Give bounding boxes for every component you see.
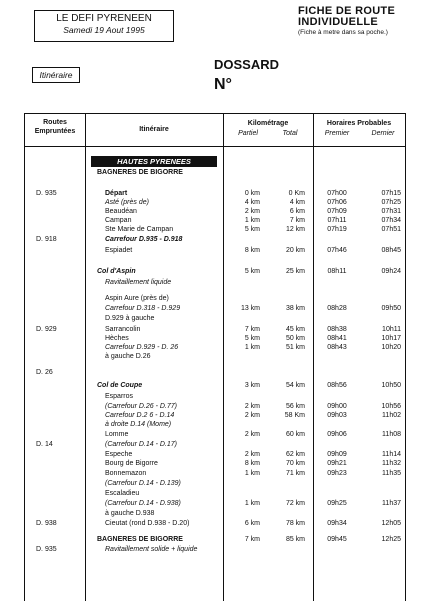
header-partiel: Partiel	[238, 130, 258, 137]
itinerary-cell: Esparros	[105, 393, 134, 400]
itinerary-cell: Ravitaillement liquide	[105, 279, 172, 286]
itinerary-cell: Beaudéan	[105, 208, 137, 215]
partiel-cell: 2 km	[244, 208, 260, 215]
itinerary-cell: BAGNERES DE BIGORRE	[97, 536, 183, 543]
total-cell: 0 Km	[288, 190, 305, 197]
column-divider	[313, 114, 314, 601]
premier-cell: 08h41	[327, 335, 347, 342]
partiel-cell: 1 km	[244, 344, 260, 351]
premier-cell: 07h11	[327, 217, 347, 224]
itinerary-cell: (Carrefour D.26 - D.77)	[105, 403, 177, 410]
premier-cell: 08h28	[327, 305, 347, 312]
premier-cell: 07h19	[327, 226, 347, 233]
premier-cell: 09h34	[327, 520, 347, 527]
premier-cell: 07h46	[327, 247, 347, 254]
dernier-cell: 08h45	[381, 247, 401, 254]
premier-cell: 08h56	[327, 382, 347, 389]
header-dernier: Dernier	[371, 130, 395, 137]
dernier-cell: 07h51	[381, 226, 401, 233]
dernier-cell: 07h25	[381, 199, 401, 206]
event-date: Samedi 19 Aout 1995	[63, 25, 145, 35]
itinerary-cell: Col d'Aspin	[97, 268, 136, 275]
itinerary-cell: BAGNERES DE BIGORRE	[97, 169, 183, 176]
route-cell: D. 935	[36, 546, 57, 553]
partiel-cell: 2 km	[244, 451, 260, 458]
route-cell: D. 938	[36, 520, 57, 527]
itinerary-cell: Carrefour D.318 - D.929	[105, 305, 181, 312]
event-title: LE DEFI PYRENEEN	[56, 13, 152, 24]
premier-cell: 09h45	[327, 536, 347, 543]
premier-cell: 07h00	[327, 190, 347, 197]
total-cell: 70 km	[285, 460, 305, 467]
dernier-cell: 10h56	[381, 403, 401, 410]
dernier-cell: 11h35	[382, 470, 401, 477]
dernier-cell: 07h31	[381, 208, 401, 215]
itinerary-cell: Ravitaillement solide + liquide	[105, 546, 198, 553]
total-cell: 45 km	[285, 326, 305, 333]
itinerary-cell: Espiadet	[105, 247, 133, 254]
partiel-cell: 0 km	[244, 190, 260, 197]
total-cell: 50 km	[285, 335, 305, 342]
partiel-cell: 5 km	[244, 335, 260, 342]
header-total: Total	[282, 130, 298, 137]
itinerary-cell: Carrefour D.935 - D.918	[105, 236, 183, 243]
dernier-cell: 10h50	[381, 382, 401, 389]
total-cell: 51 km	[285, 344, 305, 351]
total-cell: 54 km	[285, 382, 305, 389]
dernier-cell: 09h24	[381, 268, 401, 275]
total-cell: 6 km	[289, 208, 305, 215]
premier-cell: 07h06	[327, 199, 347, 206]
itinerary-cell: Carrefour D.929 - D. 26	[105, 344, 179, 351]
partiel-cell: 13 km	[240, 305, 260, 312]
premier-cell: 09h09	[327, 451, 347, 458]
total-cell: 7 km	[289, 217, 305, 224]
total-cell: 58 Km	[284, 412, 305, 419]
partiel-cell: 2 km	[244, 431, 260, 438]
header-kilometrage: Kilométrage	[247, 120, 289, 127]
itinerary-cell: Carrefour D.2 6 - D.14	[105, 412, 175, 419]
partiel-cell: 7 km	[244, 326, 260, 333]
itinerary-cell: Bonnemazon	[105, 470, 147, 477]
dernier-cell: 12h25	[381, 536, 401, 543]
premier-cell: 08h43	[327, 344, 347, 351]
dernier-cell: 12h05	[381, 520, 401, 527]
fiche-title-line-2: INDIVIDUELLE	[298, 16, 378, 28]
itinerary-cell: Cieutat (rond D.938 - D.20)	[105, 520, 190, 527]
dernier-cell: 07h34	[381, 217, 401, 224]
itinerary-cell: Sarrancolin	[105, 326, 141, 333]
itineraire-label: Itinéraire	[32, 67, 80, 83]
partiel-cell: 4 km	[244, 199, 260, 206]
itinerary-cell: Ste Marie de Campan	[105, 226, 174, 233]
route-cell: D. 929	[36, 326, 57, 333]
itinerary-cell: Campan	[105, 217, 132, 224]
total-cell: 71 km	[285, 470, 305, 477]
column-divider	[85, 114, 86, 601]
premier-cell: 09h21	[327, 460, 347, 467]
partiel-cell: 5 km	[244, 268, 260, 275]
header-routes: Routes Empruntées	[34, 119, 76, 135]
partiel-cell: 8 km	[244, 247, 260, 254]
itinerary-cell: Escaladieu	[105, 490, 140, 497]
premier-cell: 08h38	[327, 326, 347, 333]
section-banner: HAUTES PYRENEES	[91, 156, 217, 167]
header-itineraire: Itinéraire	[139, 126, 169, 133]
premier-cell: 08h11	[327, 268, 347, 275]
total-cell: 25 km	[285, 268, 305, 275]
itinerary-cell: (Carrefour D.14 - D.139)	[105, 480, 181, 487]
dernier-cell: 09h50	[381, 305, 401, 312]
dernier-cell: 11h14	[382, 451, 401, 458]
route-cell: D. 14	[36, 441, 53, 448]
itinerary-cell: Asté (près de)	[105, 199, 149, 206]
dernier-cell: 07h15	[381, 190, 401, 197]
premier-cell: 09h00	[327, 403, 347, 410]
itinerary-cell: à gauche D.938	[105, 510, 155, 517]
fiche-title-line-1: FICHE DE ROUTE	[298, 5, 396, 17]
total-cell: 56 km	[285, 403, 305, 410]
header-premier: Premier	[324, 130, 350, 137]
premier-cell: 09h25	[327, 500, 347, 507]
total-cell: 12 km	[285, 226, 305, 233]
numero-label: N°	[214, 76, 232, 93]
partiel-cell: 1 km	[244, 217, 260, 224]
dernier-cell: 10h17	[381, 335, 401, 342]
dernier-cell: 11h32	[382, 460, 401, 467]
partiel-cell: 8 km	[244, 460, 260, 467]
itinerary-cell: à gauche D.26	[105, 353, 151, 360]
fiche-title-block	[298, 6, 420, 37]
itinerary-cell: à droite D.14 (Mome)	[105, 421, 172, 428]
total-cell: 60 km	[285, 431, 305, 438]
total-cell: 20 km	[285, 247, 305, 254]
itinerary-cell: Bourg de Bigorre	[105, 460, 158, 467]
route-cell: D. 26	[36, 369, 53, 376]
premier-cell: 07h09	[327, 208, 347, 215]
header-divider	[25, 146, 405, 147]
dernier-cell: 11h02	[382, 412, 401, 419]
event-title-box	[34, 10, 174, 42]
dernier-cell: 10h11	[382, 326, 401, 333]
itinerary-cell: (Carrefour D.14 - D.938)	[105, 500, 181, 507]
partiel-cell: 3 km	[244, 382, 260, 389]
premier-cell: 09h06	[327, 431, 347, 438]
premier-cell: 09h23	[327, 470, 347, 477]
route-cell: D. 935	[36, 190, 57, 197]
premier-cell: 09h03	[327, 412, 347, 419]
partiel-cell: 2 km	[244, 403, 260, 410]
dernier-cell: 11h37	[382, 500, 401, 507]
itinerary-cell: Lomme	[105, 431, 129, 438]
itinerary-cell: Hèches	[105, 335, 129, 342]
itinerary-cell: D.929 à gauche	[105, 315, 155, 322]
partiel-cell: 7 km	[244, 536, 260, 543]
header-horaires: Horaires Probables	[326, 120, 392, 127]
itinerary-cell: (Carrefour D.14 - D.17)	[105, 441, 177, 448]
total-cell: 72 km	[285, 500, 305, 507]
partiel-cell: 2 km	[244, 412, 260, 419]
route-table	[24, 113, 406, 601]
itinerary-cell: Col de Coupe	[97, 382, 143, 389]
route-cell: D. 918	[36, 236, 57, 243]
total-cell: 85 km	[285, 536, 305, 543]
total-cell: 4 km	[289, 199, 305, 206]
partiel-cell: 1 km	[244, 470, 260, 477]
partiel-cell: 5 km	[244, 226, 260, 233]
fiche-note: (Fiche à metre dans sa poche.)	[298, 29, 388, 36]
total-cell: 78 km	[285, 520, 305, 527]
column-divider	[223, 114, 224, 601]
itinerary-cell: Départ	[105, 190, 128, 197]
dossard-label: DOSSARD	[214, 57, 280, 72]
dernier-cell: 11h08	[382, 431, 401, 438]
total-cell: 62 km	[285, 451, 305, 458]
partiel-cell: 6 km	[244, 520, 260, 527]
total-cell: 38 km	[285, 305, 305, 312]
partiel-cell: 1 km	[244, 500, 260, 507]
itinerary-cell: Aspin Aure (près de)	[105, 295, 169, 302]
dernier-cell: 10h20	[381, 344, 401, 351]
itinerary-cell: Espeche	[105, 451, 133, 458]
